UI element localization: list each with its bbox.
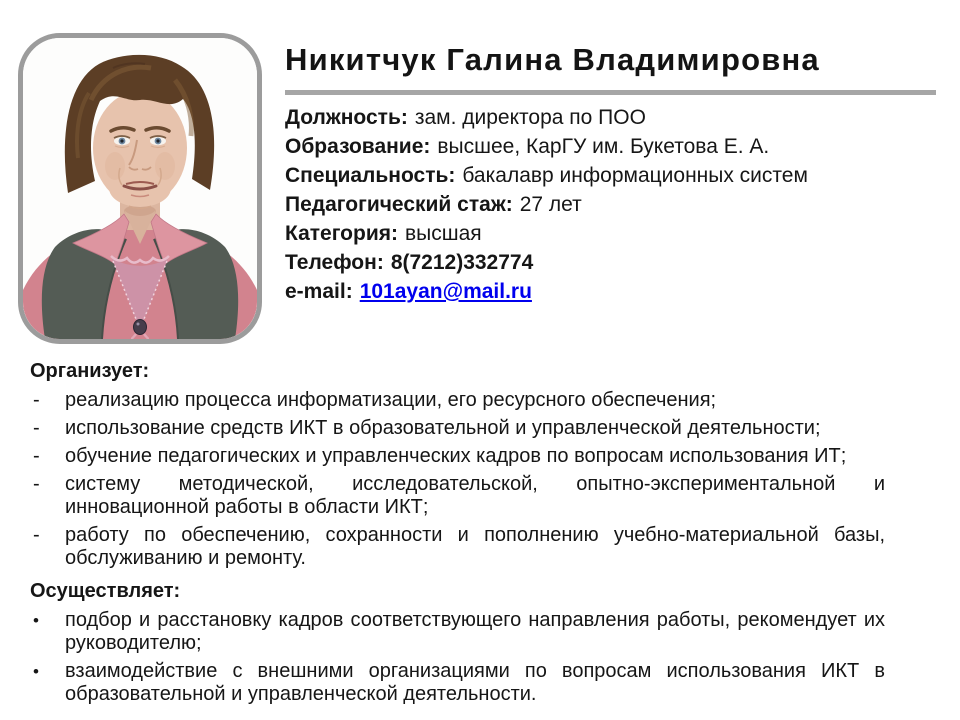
- list-item-text: подбор и расстановку кадров соответствующего направления работы, рекомендует их руководителю;: [65, 609, 885, 654]
- detail-row-email: [285, 277, 936, 306]
- section-carries-out: [30, 580, 910, 706]
- dash-marker: -: [33, 417, 40, 439]
- detail-value: высшая: [405, 222, 482, 245]
- detail-label: e-mail:: [285, 280, 353, 303]
- detail-row-category: [285, 219, 936, 248]
- list-item: [30, 445, 910, 468]
- list-item: [30, 609, 910, 655]
- profile-photo-frame: [18, 33, 262, 344]
- detail-label: Специальность:: [285, 164, 456, 187]
- header-block: [285, 42, 936, 306]
- dash-marker: -: [33, 473, 40, 495]
- detail-row-phone: [285, 248, 936, 277]
- list-item-text: использование средств ИКТ в образовательной и управленческой деятельности;: [65, 417, 821, 439]
- list-item: [30, 660, 910, 706]
- list-item: [30, 389, 910, 412]
- detail-value: бакалавр информационных систем: [462, 164, 808, 187]
- list-item-text: систему методической, исследовательской, опытно-экспериментальной и инновационной работы в области ИКТ;: [65, 473, 885, 518]
- section-title-carries-out: Осуществляет:: [30, 580, 181, 602]
- profile-details: [285, 103, 936, 306]
- list-item-text: работу по обеспечению, сохранности и пополнению учебно-материальной базы, обслуживанию и ремонту.: [65, 524, 885, 569]
- list-item: [30, 473, 910, 519]
- detail-row-position: [285, 103, 936, 132]
- list-item-text: взаимодействие с внешними организациями по вопросам использования ИКТ в образовательной и управленческой деятельности.: [65, 660, 885, 705]
- dash-marker: -: [33, 445, 40, 467]
- portrait-photo: [23, 38, 257, 339]
- dash-marker: -: [33, 389, 40, 411]
- detail-value: 27 лет: [519, 193, 582, 216]
- title-divider: [285, 90, 936, 95]
- email-link[interactable]: 101ayan@mail.ru: [359, 280, 532, 303]
- dash-marker: -: [33, 524, 40, 546]
- detail-label: Образование:: [285, 135, 431, 158]
- page-title: Никитчук Галина Владимировна: [285, 42, 820, 77]
- bullet-marker: •: [33, 662, 39, 681]
- organizes-list: [30, 389, 910, 570]
- detail-row-education: [285, 132, 936, 161]
- phone-number: 8(7212)332774: [390, 251, 534, 274]
- detail-row-experience: [285, 190, 936, 219]
- detail-value: высшее, КарГУ им. Букетова Е. А.: [437, 135, 770, 158]
- detail-label: Педагогический стаж:: [285, 193, 513, 216]
- carries-out-list: [30, 609, 910, 706]
- list-item-text: обучение педагогических и управленческих кадров по вопросам использования ИТ;: [65, 445, 847, 467]
- detail-label: Телефон:: [285, 251, 384, 274]
- list-item-text: реализацию процесса информатизации, его ресурсного обеспечения;: [65, 389, 717, 411]
- duties-sections: [30, 360, 910, 711]
- detail-value: зам. директора по ПОО: [414, 106, 646, 129]
- detail-label: Должность:: [285, 106, 408, 129]
- detail-label: Категория:: [285, 222, 398, 245]
- section-organizes: [30, 360, 910, 570]
- detail-row-specialty: [285, 161, 936, 190]
- list-item: [30, 417, 910, 440]
- bullet-marker: •: [33, 611, 39, 630]
- list-item: [30, 524, 910, 570]
- section-title-organizes: Организует:: [30, 360, 150, 382]
